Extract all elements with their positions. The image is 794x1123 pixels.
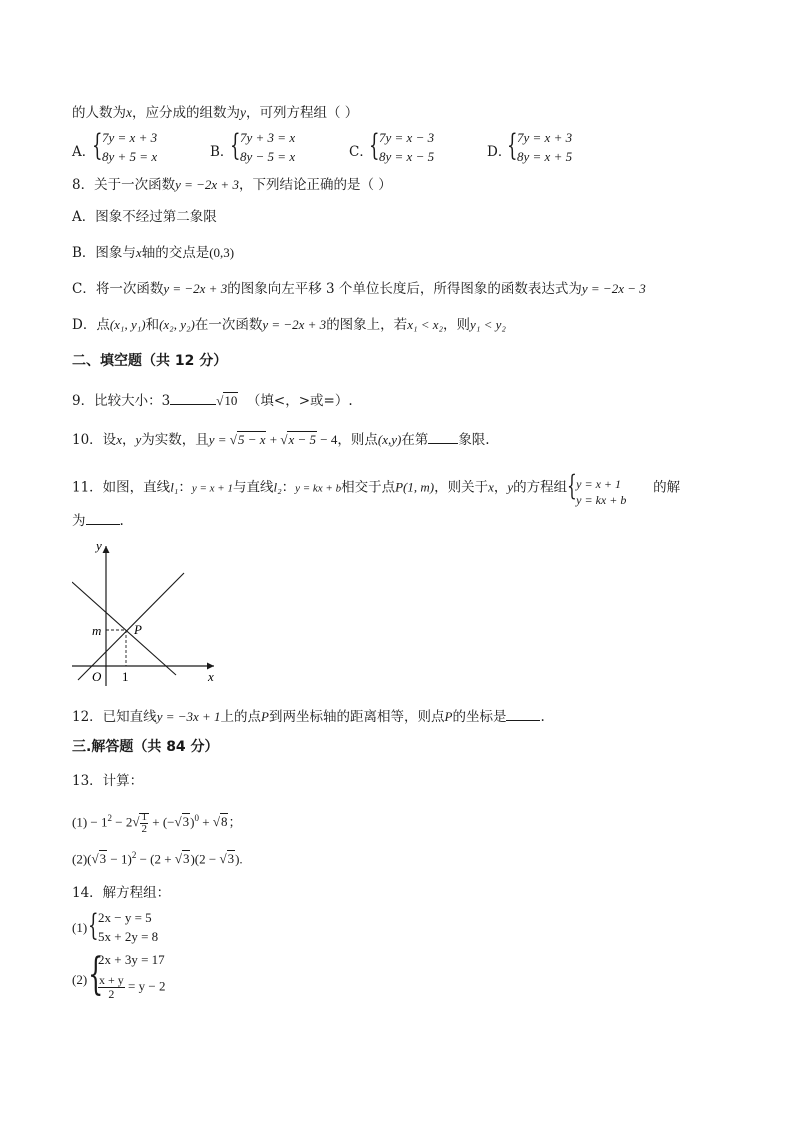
- equation-1: 7y = x − 3: [379, 130, 435, 145]
- q14-s1-pre: (1): [72, 920, 88, 935]
- brace-icon: {: [92, 128, 103, 163]
- q8-c-result: y = −2x − 3: [581, 281, 646, 296]
- brace-icon: {: [369, 128, 380, 163]
- q7-var-x: x: [126, 105, 132, 120]
- q13-p1-sqrt3: √3: [174, 814, 190, 830]
- q8-option-a-text: A．图象不经过第二象限: [72, 209, 217, 225]
- q7-mid: ，应分成的组数为: [132, 105, 240, 121]
- q10-radicand-2: x − 5: [288, 432, 317, 447]
- q13-p1-exp0: 0: [194, 813, 199, 823]
- q11-colon-1: ：: [178, 479, 192, 496]
- q11-function-2: y = kx + b: [295, 482, 342, 495]
- q10-a: 10．设: [72, 432, 117, 448]
- q12-a: 12．已知直线: [72, 709, 157, 725]
- q9-radicand: 10: [224, 393, 238, 408]
- q8-d-function: y = −2x + 3: [262, 317, 327, 332]
- q13-p2-b: − 1): [107, 851, 132, 867]
- brace-icon: {: [567, 469, 577, 502]
- q8-stem-b: ，下列结论正确的是（ ）: [238, 177, 392, 193]
- tick-1-label: 1: [122, 669, 129, 684]
- q14-s2-eq2: [98, 974, 165, 1001]
- q10-minus: − 4: [317, 432, 338, 447]
- section-2-title: 二、填空题（共 12 分）: [72, 353, 228, 369]
- q8-b-x: x: [135, 245, 142, 260]
- q13-p1-rad3: 3: [182, 814, 190, 830]
- q14-s1-eq1: 2x − y = 5: [98, 910, 152, 925]
- q9-sqrt: √10: [216, 393, 238, 408]
- x-axis-label: x: [208, 669, 214, 684]
- equation-1: 7y = x + 3: [102, 130, 158, 145]
- q13-p1-sqrt-frac: √ $\frac{1}{2}$: [132, 810, 147, 835]
- q14-s2-num: x + y: [99, 973, 124, 987]
- q7-intro: 的人数为: [72, 105, 126, 121]
- q11-l1: l₁: [170, 479, 179, 495]
- q14-s2-pre: (2): [72, 972, 88, 987]
- q11-y: y: [507, 479, 514, 495]
- q12-p2: P: [444, 709, 453, 724]
- equation-1: 7y + 3 = x: [240, 130, 296, 145]
- q8-stem-a: 8．关于一次函数: [72, 177, 176, 193]
- q13-p2-d: )(2 −: [190, 851, 220, 867]
- q10-b: 为实数，且: [141, 432, 209, 448]
- q13-p1-den: 2: [141, 822, 147, 835]
- q8-d-and: 和: [145, 317, 160, 333]
- q8-b-point: (0,3): [209, 245, 235, 260]
- q11-equation-system: [567, 471, 653, 505]
- q8-c-a: C．将一次函数: [72, 281, 164, 297]
- q8-d-result: y₁ < y₂: [470, 317, 506, 332]
- q10-d: 在第: [401, 432, 429, 448]
- q13-p2-exp: 2: [131, 850, 137, 860]
- q8-c-function: y = −2x + 3: [163, 281, 228, 296]
- q10-sqrt-2: √x − 5: [280, 432, 317, 447]
- q11-function-1: y = x + 1: [191, 482, 233, 495]
- q12-d: 的坐标是: [452, 709, 507, 725]
- q7-tail: ，可列方程组（ ）: [246, 105, 359, 121]
- q10-radicand-1: 5 − x: [237, 432, 266, 447]
- p-label: P: [134, 622, 142, 637]
- q13-p2-sqrt-1: √3: [91, 851, 107, 867]
- origin-label: O: [92, 669, 102, 684]
- option-label: A．: [72, 144, 96, 160]
- q10-lhs: y =: [208, 432, 230, 447]
- section-3-title: 三.解答题（共 84 分）: [72, 739, 219, 755]
- q10-plus: +: [266, 432, 281, 447]
- q8-d-c: 的图象上，若: [326, 317, 408, 333]
- q11-graph: [72, 538, 222, 688]
- q10-sqrt-1: √5 − x: [229, 432, 266, 447]
- y-axis-label: y: [96, 538, 102, 553]
- q11-c: 相交于点: [341, 479, 396, 496]
- q10-e: 象限.: [458, 432, 490, 448]
- equation-2: 8y = x + 5: [517, 149, 573, 164]
- q11-answer-blank[interactable]: [86, 510, 120, 525]
- q9-a: 9．比较大小：3: [72, 393, 171, 409]
- q12: [72, 706, 545, 726]
- q13-p2-r3: 3: [227, 851, 235, 867]
- brace-icon: {: [88, 908, 99, 943]
- q8-b-a: B．图象与: [72, 245, 136, 261]
- q13-part-1: [72, 804, 241, 836]
- q8-function: y = −2x + 3: [175, 177, 239, 192]
- q11: [72, 471, 680, 505]
- q8-d-point-1: (x₁, y₁): [109, 317, 146, 332]
- q11-continuation: [72, 510, 124, 530]
- q7-var-y: y: [240, 105, 246, 120]
- option-label: D．: [487, 144, 512, 160]
- q14-system-1: [72, 908, 272, 948]
- line-l2: [72, 582, 176, 675]
- q13-p1-f: ；: [228, 814, 242, 830]
- q8-d-a: D．点: [72, 317, 110, 333]
- q11-point: P(1, m): [395, 479, 435, 495]
- q10-answer-blank[interactable]: [428, 429, 458, 444]
- q8-c-b: 的图象向左平移 3 个单位长度后，所得图象的函数表达式为: [227, 281, 582, 297]
- q11-f: 的解: [653, 479, 681, 496]
- q13-p1-c: + (−: [148, 814, 175, 830]
- q8-d-d: ，则: [443, 317, 471, 333]
- q13-title: 13．计算：: [72, 773, 144, 789]
- equation-2: 8y − 5 = x: [240, 149, 296, 164]
- q12-e: .: [540, 709, 545, 725]
- q11-x: x: [488, 479, 494, 495]
- q13-p2-r1: 3: [99, 851, 107, 867]
- q14-s2-den: 2: [108, 987, 115, 1001]
- brace-icon: {: [230, 128, 241, 163]
- q13-p1-exp: 2: [107, 813, 112, 823]
- q10-x: x: [116, 432, 122, 447]
- q11-d: ，则关于: [434, 479, 489, 496]
- q14-s1-eq2: 5x + 2y = 8: [98, 929, 159, 944]
- brace-icon: {: [88, 949, 104, 1000]
- q11-g: 为: [72, 513, 86, 529]
- q8-d-point-2: (x₂, y₂): [159, 317, 195, 332]
- q13-p2-e: ).: [235, 851, 243, 867]
- q8-option-a[interactable]: [72, 208, 217, 226]
- q13-p1-b: − 2: [112, 814, 133, 830]
- q13-p1-sqrt8: √8: [212, 814, 228, 830]
- q14-s2-rhs: = y − 2: [124, 978, 166, 994]
- m-label: m: [92, 623, 102, 638]
- q13-p1-fraction: [140, 812, 148, 835]
- q9: [72, 390, 353, 410]
- q14-system-2: [72, 950, 272, 1008]
- equation-1: 7y = x + 3: [517, 130, 573, 145]
- q12-b: 上的点: [220, 709, 262, 725]
- q7-options: [72, 128, 772, 168]
- q11-sys-eq-2: y = kx + b: [576, 493, 627, 507]
- q7-stem: [72, 104, 358, 122]
- q11-e: 的方程组: [513, 479, 568, 496]
- q12-function: y = −3x + 1: [156, 709, 221, 724]
- q13-p2-sqrt-2: √3: [174, 851, 190, 867]
- q10-y: y: [135, 432, 142, 447]
- q12-c: 到两坐标轴的距离相等，则点: [269, 709, 445, 725]
- q11-colon-2: ：: [281, 479, 296, 496]
- q11-h: .: [119, 513, 124, 529]
- q8-option-c[interactable]: [72, 280, 646, 298]
- q9-answer-blank[interactable]: [170, 390, 216, 405]
- q10-c: ，则点: [337, 432, 378, 448]
- q11-a: 11．如图，直线: [72, 479, 171, 496]
- q8-d-condition: x₁ < x₂: [407, 317, 444, 332]
- q12-answer-blank[interactable]: [506, 706, 540, 721]
- q11-l2: l₂: [273, 479, 282, 495]
- q11-b: 与直线: [232, 479, 274, 496]
- equation-2: 8y = x − 5: [379, 149, 435, 164]
- q8-d-b: 在一次函数: [194, 317, 263, 333]
- q8-option-d[interactable]: [72, 316, 506, 334]
- q13-p2-a: (2)(: [72, 851, 92, 867]
- q8-option-b[interactable]: [72, 244, 234, 262]
- q14-s2-eq1: 2x + 3y = 17: [98, 952, 165, 967]
- q10: [72, 429, 490, 449]
- q10-point: (x,y): [377, 432, 402, 447]
- q13-p1-d: ): [190, 814, 195, 830]
- q13-p2-sqrt-3: √3: [219, 851, 235, 867]
- q13-part-2: [72, 846, 243, 868]
- q13-p1-a: (1) − 1: [72, 814, 108, 830]
- q13-p1-e: +: [198, 814, 213, 830]
- equation-2: 8y + 5 = x: [102, 149, 158, 164]
- q13-p2-r2: 3: [182, 851, 190, 867]
- q12-p: P: [261, 709, 269, 724]
- q10-sep: ，: [121, 432, 136, 448]
- q9-b: （填<，>或=）.: [246, 393, 353, 409]
- q8-b-b: 轴的交点是: [141, 245, 210, 261]
- q14-s2-fraction: [98, 974, 125, 1001]
- option-label: C．: [349, 144, 373, 160]
- q8-stem: [72, 176, 392, 194]
- q11-sep: ，: [493, 479, 508, 496]
- brace-icon: {: [507, 128, 518, 163]
- q14-title: 14．解方程组：: [72, 885, 171, 901]
- option-label: B．: [210, 144, 234, 160]
- q13-p2-c: − (2 +: [136, 851, 175, 867]
- q13-p1-rad8: 8: [220, 814, 228, 830]
- q13-p1-num: 1: [141, 810, 147, 823]
- q11-sys-eq-1: y = x + 1: [576, 477, 622, 491]
